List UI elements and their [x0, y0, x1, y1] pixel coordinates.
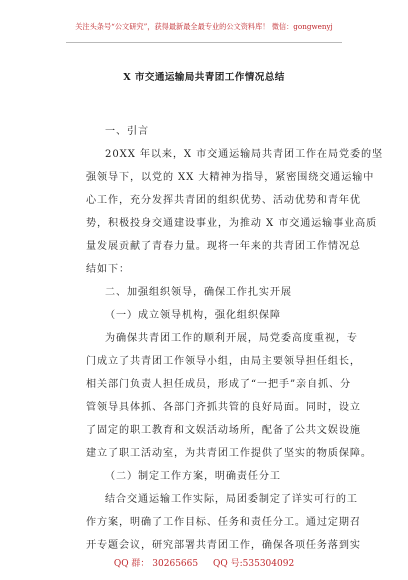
section-heading: 二、加强组织领导，确保工作扎实开展 [105, 287, 292, 298]
body-line: 心工作，充分发挥共青团的组织优势、活动优势和青年优 [86, 195, 361, 206]
subsection-heading: （二）制定工作方案，明确责任分工 [105, 471, 281, 482]
body-line: 结如下： [86, 264, 130, 275]
footer-qq-number: QQ 号:535304092 [212, 559, 295, 569]
body-line: 门成立了共青团工作领导小组，由局主要领导担任组长， [86, 356, 361, 367]
body-line: 相关部门负责人担任成员，形成了“一把手”亲自抓、分 [86, 379, 351, 390]
top-notice: 关注头条号“公文研究”，获得最新最全最专业的公文资料库！ 微信：gongwenyj [75, 22, 333, 31]
body-line: 为确保共青团工作的顺利开展，局党委高度重视，专 [105, 333, 358, 344]
body-line: 了固定的职工教育和文娱活动场所，配备了公共文娱设施 [86, 425, 361, 436]
body-line: 开专题会议，研究部署共青团工作，确保各项任务落到实 [86, 540, 361, 551]
body-line: 建立了职工活动室，为共青团工作提供了坚实的物质保障。 [86, 448, 372, 459]
section-heading: 一、引言 [105, 126, 149, 137]
body-line: 20XX 年以来，X 市交通运输局共青团工作在局党委的坚 [105, 149, 383, 160]
footer-qq-group: QQ 群： 30265665 [113, 559, 199, 569]
footer-contact [0, 556, 408, 569]
body-line: 作方案，明确了工作目标、任务和责任分工。通过定期召 [86, 517, 361, 528]
body-line: 量发展贡献了青春力量。现将一年来的共青团工作情况总 [86, 241, 361, 252]
document-title: X 市交通运输局共青团工作情况总结 [123, 72, 285, 83]
body-line: 势，积极投身交通建设事业，为推动 X 市交通运输事业高质 [86, 218, 378, 229]
subsection-heading: （一）成立领导机构，强化组织保障 [105, 310, 281, 321]
body-line: 结合交通运输工作实际，局团委制定了详实可行的工 [105, 494, 358, 505]
header-divider [66, 42, 342, 43]
body-line: 管领导具体抓、各部门齐抓共管的良好局面。同时，设立 [86, 402, 361, 413]
body-line: 强领导下，以党的 XX 大精神为指导，紧密围绕交通运输中 [86, 172, 375, 183]
